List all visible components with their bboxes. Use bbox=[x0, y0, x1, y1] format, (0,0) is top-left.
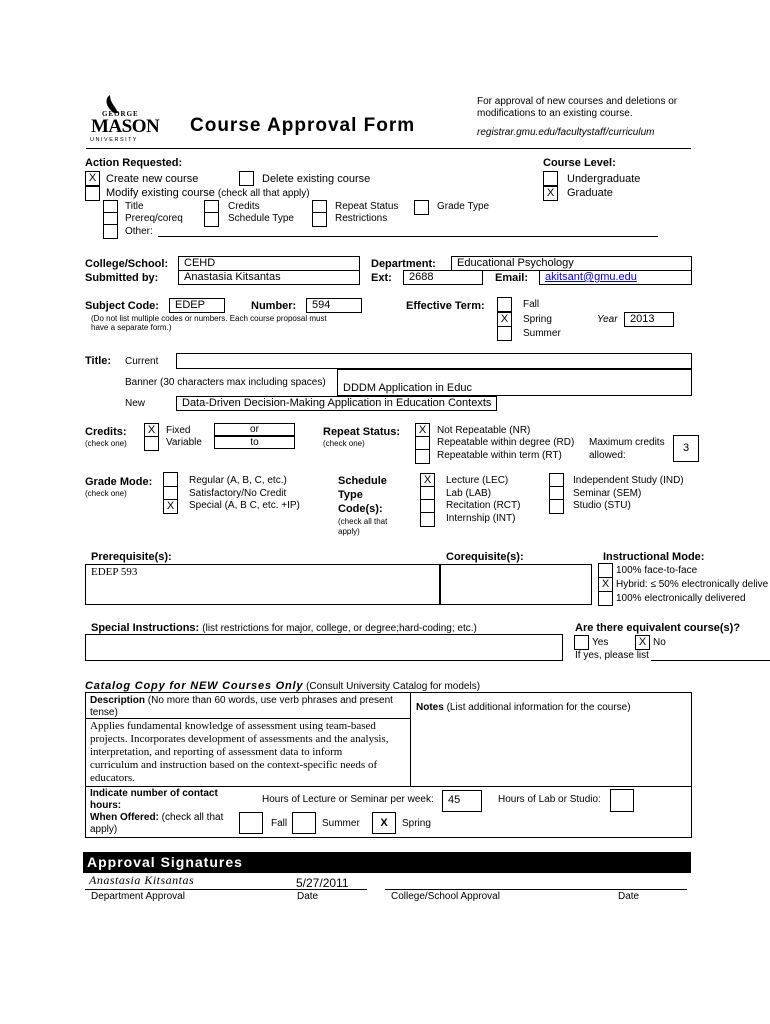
schedule-int-label: Internship (INT) bbox=[446, 513, 516, 524]
contact-hours-label-1: Indicate number of contact bbox=[90, 788, 218, 799]
description-line: Applies fundamental knowledge of assessment using team-based bbox=[90, 720, 376, 732]
logo-main-text: MASON bbox=[91, 116, 160, 137]
lab-hours-label: Hours of Lab or Studio: bbox=[498, 794, 601, 805]
schedule-lec-checkbox[interactable]: X bbox=[420, 473, 435, 488]
credits-or-field[interactable] bbox=[214, 423, 295, 436]
description-label: Description (No more than 60 words, use verb phrases and present bbox=[90, 695, 393, 706]
college-label: College/School: bbox=[85, 258, 169, 270]
mode-f2f-checkbox[interactable] bbox=[598, 563, 613, 578]
grade-snc-label: Satisfactory/No Credit bbox=[189, 488, 287, 499]
mode-hybrid-label: Hybrid: ≤ 50% electronically delive bbox=[616, 579, 769, 590]
header-note-1: For approval of new courses and deletions or bbox=[477, 96, 678, 107]
description-line: educators. bbox=[90, 772, 135, 784]
repeat-rd-label: Repeatable within degree (RD) bbox=[437, 437, 575, 448]
description-hint-2: tense) bbox=[90, 707, 118, 718]
grade-regular-label: Regular (A, B, C, etc.) bbox=[189, 475, 287, 486]
approval-date-value: 5/27/2011 bbox=[296, 876, 349, 890]
schedule-type-hint-1: (check all that bbox=[338, 517, 388, 526]
modify-credits-label: Credits bbox=[228, 201, 260, 212]
ext-field[interactable]: 2688 bbox=[403, 270, 483, 285]
offered-spring-label: Spring bbox=[402, 818, 431, 829]
other-line bbox=[158, 236, 658, 237]
description-line: interpretation, and reporting of assessment data to inform bbox=[90, 746, 343, 758]
signature-line-1 bbox=[85, 889, 367, 890]
equivalent-no-checkbox[interactable]: X bbox=[635, 635, 650, 650]
banner-title-label: Banner (30 characters max including spaces) bbox=[125, 377, 326, 388]
grade-special-label: Special (A, B C, etc. +IP) bbox=[189, 500, 300, 511]
logo-sub-text: U N I V E R S I T Y bbox=[90, 137, 137, 143]
modify-schedule-type-checkbox[interactable] bbox=[204, 212, 219, 227]
modify-grade-type-checkbox[interactable] bbox=[414, 200, 429, 215]
grade-regular-checkbox[interactable] bbox=[163, 472, 178, 487]
action-requested-label: Action Requested: bbox=[85, 157, 183, 169]
new-title-label: New bbox=[125, 398, 146, 409]
catalog-heading: Catalog Copy for NEW Courses Only (Consult University Catalog for models) bbox=[85, 680, 481, 692]
grade-mode-hint: (check one) bbox=[85, 489, 127, 498]
special-instructions-label: Special Instructions: (list restrictions for major, college, or degree;hard-coding; etc.) bbox=[91, 622, 477, 634]
contact-hours-label-2: hours: bbox=[90, 800, 122, 811]
catalog-col-divider bbox=[410, 692, 411, 786]
schedule-type-label-3: Code(s): bbox=[338, 503, 383, 515]
prerequisite-label: Prerequisite(s): bbox=[91, 551, 172, 563]
mode-hybrid-checkbox[interactable]: X bbox=[598, 577, 613, 592]
year-field[interactable]: 2013 bbox=[624, 312, 674, 327]
schedule-ind-label: Independent Study (IND) bbox=[573, 475, 684, 486]
schedule-type-hint-2: apply) bbox=[338, 527, 360, 536]
max-credits-label-2: allowed: bbox=[589, 450, 626, 461]
lecture-hours-label: Hours of Lecture or Seminar per week: bbox=[262, 794, 434, 805]
header-url: registrar.gmu.edu/facultystaff/curriculum bbox=[477, 127, 655, 138]
credits-to-label: to bbox=[250, 437, 259, 448]
mode-online-label: 100% electronically delivered bbox=[616, 593, 746, 604]
modify-other-label: Other: bbox=[125, 226, 153, 237]
modify-schedule-type-label: Schedule Type bbox=[228, 213, 294, 224]
offered-summer-label: Summer bbox=[322, 818, 360, 829]
if-yes-line bbox=[651, 660, 770, 661]
corequisite-label: Corequisite(s): bbox=[446, 551, 524, 563]
new-title-field[interactable]: Data-Driven Decision-Making Application in Education Contexts bbox=[176, 396, 497, 411]
ext-label: Ext: bbox=[371, 272, 392, 284]
course-level-label: Course Level: bbox=[543, 157, 616, 169]
title-label: Title: bbox=[85, 355, 112, 367]
effective-term-label: Effective Term: bbox=[406, 300, 485, 312]
college-date-label: Date bbox=[618, 891, 640, 902]
subject-code-label: Subject Code: bbox=[85, 300, 159, 312]
delete-course-checkbox[interactable] bbox=[239, 171, 254, 186]
notes-label: Notes (List additional information for the course) bbox=[416, 702, 631, 713]
grade-mode-label: Grade Mode: bbox=[85, 476, 153, 488]
max-credits-label-1: Maximum credits bbox=[589, 437, 665, 448]
prerequisite-field[interactable]: EDEP 593 bbox=[85, 564, 440, 605]
term-fall-label: Fall bbox=[523, 299, 540, 310]
when-offered-label: When Offered: (check all that bbox=[90, 812, 224, 823]
current-title-field[interactable] bbox=[176, 353, 692, 369]
offered-fall-label: Fall bbox=[271, 818, 288, 829]
equivalent-yes-checkbox[interactable] bbox=[574, 635, 589, 650]
college-field[interactable]: CEHD bbox=[178, 256, 360, 271]
catalog-header-divider bbox=[85, 718, 411, 719]
credits-variable-label: Variable bbox=[166, 437, 202, 448]
college-approval-label: College/School Approval bbox=[391, 891, 500, 902]
repeat-nr-checkbox[interactable]: X bbox=[415, 423, 430, 438]
catalog-contact-divider bbox=[85, 786, 692, 787]
modify-grade-type-label: Grade Type bbox=[437, 201, 490, 212]
repeat-nr-label: Not Repeatable (NR) bbox=[437, 425, 531, 436]
credits-fixed-checkbox[interactable]: X bbox=[144, 423, 159, 438]
grade-special-checkbox[interactable]: X bbox=[163, 499, 178, 514]
mode-f2f-label: 100% face-to-face bbox=[616, 565, 698, 576]
submitted-by-field[interactable]: Anastasia Kitsantas bbox=[178, 270, 360, 285]
term-spring-checkbox[interactable]: X bbox=[497, 312, 512, 327]
description-text[interactable] bbox=[90, 720, 388, 785]
schedule-sem-label: Seminar (SEM) bbox=[573, 488, 642, 499]
lab-hours-field[interactable] bbox=[610, 789, 634, 812]
signature-line-2 bbox=[385, 889, 687, 890]
schedule-type-label-1: Schedule bbox=[338, 475, 387, 487]
create-course-label: Create new course bbox=[106, 173, 199, 185]
mode-online-checkbox[interactable] bbox=[598, 591, 613, 606]
repeat-rt-checkbox[interactable] bbox=[415, 449, 430, 464]
email-label: Email: bbox=[495, 272, 529, 284]
credits-to-field[interactable] bbox=[214, 436, 295, 449]
banner-title-field[interactable] bbox=[337, 369, 692, 396]
instructional-mode-label: Instructional Mode: bbox=[603, 551, 705, 563]
schedule-stu-checkbox[interactable] bbox=[549, 499, 564, 514]
lecture-hours-field[interactable]: 45 bbox=[442, 790, 482, 812]
email-field[interactable] bbox=[539, 270, 692, 285]
term-spring-label: Spring bbox=[523, 314, 552, 325]
when-offered-hint-2: apply) bbox=[90, 824, 118, 835]
header-divider bbox=[86, 148, 691, 149]
credits-label: Credits: bbox=[85, 426, 127, 438]
repeat-rt-label: Repeatable within term (RT) bbox=[437, 450, 562, 461]
equivalent-yes-label: Yes bbox=[592, 637, 609, 648]
schedule-lec-label: Lecture (LEC) bbox=[446, 475, 509, 486]
year-label: Year bbox=[597, 314, 618, 325]
credits-fixed-label: Fixed bbox=[166, 425, 191, 436]
if-yes-label: If yes, please list bbox=[575, 650, 649, 661]
schedule-stu-label: Studio (STU) bbox=[573, 500, 631, 511]
term-summer-checkbox[interactable] bbox=[497, 326, 512, 341]
modify-other-checkbox[interactable] bbox=[103, 224, 118, 239]
modify-repeat-status-label: Repeat Status bbox=[335, 201, 399, 212]
modify-course-checkbox[interactable] bbox=[85, 186, 100, 201]
modify-restrictions-label: Restrictions bbox=[335, 213, 388, 224]
department-label: Department: bbox=[371, 258, 436, 270]
signature: Anastasia Kitsantas bbox=[89, 873, 195, 887]
approval-heading: Approval Signatures bbox=[83, 852, 691, 873]
equivalent-course-label: Are there equivalent course(s)? bbox=[575, 622, 741, 634]
department-date-label: Date bbox=[297, 891, 319, 902]
modify-course-label: Modify existing course (check all that apply) bbox=[106, 187, 310, 199]
number-label: Number: bbox=[251, 300, 297, 312]
offered-spring-checkbox[interactable]: X bbox=[372, 812, 396, 834]
schedule-type-label-2: Type bbox=[338, 489, 363, 501]
schedule-rct-label: Recitation (RCT) bbox=[446, 500, 521, 511]
special-instructions-field[interactable] bbox=[85, 634, 563, 661]
modify-title-label: Title bbox=[125, 201, 144, 212]
graduate-checkbox[interactable]: X bbox=[543, 186, 558, 201]
submitted-by-label: Submitted by: bbox=[85, 272, 159, 284]
credits-or-label: or bbox=[250, 424, 259, 435]
banner-title-value: DDDM Application in Educ bbox=[343, 382, 473, 394]
department-field[interactable]: Educational Psychology bbox=[451, 256, 692, 271]
repeat-status-label: Repeat Status: bbox=[323, 426, 401, 438]
credits-variable-checkbox[interactable] bbox=[144, 436, 159, 451]
graduate-label: Graduate bbox=[567, 187, 613, 199]
term-fall-checkbox[interactable] bbox=[497, 297, 512, 312]
modify-restrictions-checkbox[interactable] bbox=[312, 212, 327, 227]
department-approval-label: Department Approval bbox=[91, 891, 185, 902]
subject-note-1: (Do not list multiple codes or numbers. Each course proposal must bbox=[91, 314, 327, 323]
current-title-label: Current bbox=[125, 356, 159, 367]
offered-summer-checkbox[interactable] bbox=[292, 812, 316, 834]
delete-course-label: Delete existing course bbox=[262, 173, 371, 185]
modify-prereq-label: Prereq/coreq bbox=[125, 213, 183, 224]
corequisite-field[interactable] bbox=[440, 564, 592, 605]
schedule-lab-label: Lab (LAB) bbox=[446, 488, 492, 499]
create-course-checkbox[interactable]: X bbox=[85, 171, 100, 186]
page-title: Course Approval Form bbox=[190, 115, 416, 136]
subject-code-field[interactable]: EDEP bbox=[169, 298, 225, 313]
description-line: projects. Incorporates development of assessments and the analysis, bbox=[90, 733, 389, 745]
schedule-int-checkbox[interactable] bbox=[420, 512, 435, 527]
description-line: curriculum and instruction based on the context-specific needs of bbox=[90, 759, 378, 771]
credits-hint: (check one) bbox=[85, 439, 127, 448]
term-summer-label: Summer bbox=[523, 328, 561, 339]
repeat-status-hint: (check one) bbox=[323, 439, 365, 448]
email-link[interactable]: akitsant@gmu.edu bbox=[545, 271, 637, 283]
offered-fall-checkbox[interactable] bbox=[239, 812, 263, 834]
undergraduate-checkbox[interactable] bbox=[543, 171, 558, 186]
undergraduate-label: Undergraduate bbox=[567, 173, 641, 185]
subject-note-2: have a separate form.) bbox=[91, 323, 172, 332]
gmu-logo bbox=[88, 93, 160, 147]
header-note-2: modifications to an existing course. bbox=[477, 108, 633, 119]
number-field[interactable]: 594 bbox=[306, 298, 362, 313]
max-credits-field[interactable]: 3 bbox=[673, 435, 699, 462]
logo-top-text: GEORGE bbox=[102, 110, 139, 118]
equivalent-no-label: No bbox=[653, 637, 666, 648]
